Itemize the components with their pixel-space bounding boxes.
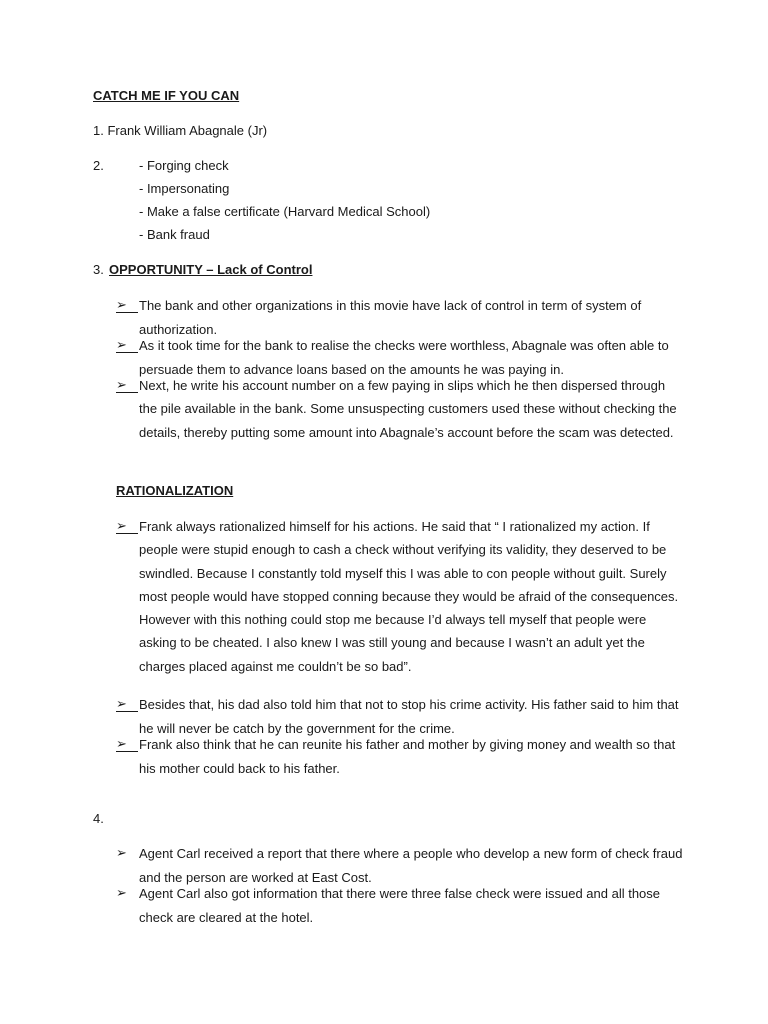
- answer-4-number: 4.: [93, 811, 104, 826]
- arrow-bullet-icon: ➢: [116, 885, 127, 900]
- arrow-bullet-icon: ➢: [116, 697, 138, 712]
- answer-2-item: - Impersonating: [139, 181, 230, 196]
- arrow-bullet-icon: ➢: [116, 378, 138, 393]
- rationalization-bullet: Frank always rationalized himself for his actions. He said that “ I rationalized my action. If people were stupid enough to cash a check without verifying its validity, they deserved to be swindled. Because I constantly told myself this I was able to con people without guilt. Surely most people would have stopped conning because they would be afraid of the consequences. However with this nothing could stop me because I’d always tell myself that people were asking to be cheated. I also knew I was still young and because I wasn’t an adult yet the charges placed against me couldn’t be so bad”.: [139, 519, 679, 674]
- answer-2-item: - Forging check: [139, 158, 229, 173]
- arrow-bullet-icon: ➢: [116, 338, 138, 353]
- answer-2-number: 2.: [93, 158, 104, 173]
- arrow-bullet-icon: ➢: [116, 845, 127, 860]
- answer-2-item: - Make a false certificate (Harvard Medical School): [139, 204, 431, 219]
- arrow-bullet-icon: ➢: [116, 298, 138, 313]
- document-title: CATCH ME IF YOU CAN: [93, 88, 240, 103]
- rationalization-heading: RATIONALIZATION: [116, 483, 234, 498]
- answer-3-number: 3.: [93, 262, 104, 277]
- opportunity-bullet: Next, he write his account number on a few paying in slips which he then dispersed through the pile available in the bank. Some unsuspecting customers used these without checking the details, thereby putting some amount into Abagnale’s account before the scam was detected.: [139, 378, 677, 440]
- answer-2-item: - Bank fraud: [139, 227, 210, 242]
- answer-4-bullet: Agent Carl also got information that there were three false check were issued and all those check are cleared at the hotel.: [139, 886, 661, 925]
- opportunity-heading: OPPORTUNITY – Lack of Control: [109, 262, 313, 277]
- rationalization-bullet: Frank also think that he can reunite his father and mother by giving money and wealth so that his mother could back to his father.: [139, 737, 676, 776]
- answer-4-bullet: Agent Carl received a report that there where a people who develop a new form of check fraud and the person are worked at East Cost.: [139, 846, 683, 885]
- answer-1: 1. Frank William Abagnale (Jr): [93, 123, 268, 138]
- arrow-bullet-icon: ➢: [116, 737, 138, 752]
- rationalization-bullet: Besides that, his dad also told him that not to stop his crime activity. His father said to him that he will never be catch by the government for the crime.: [139, 697, 679, 736]
- opportunity-bullet: The bank and other organizations in this movie have lack of control in term of system of authorization.: [139, 298, 642, 337]
- arrow-bullet-icon: ➢: [116, 519, 138, 534]
- opportunity-bullet: As it took time for the bank to realise the checks were worthless, Abagnale was often able to persuade them to advance loans based on the amounts he was paying in.: [139, 338, 669, 377]
